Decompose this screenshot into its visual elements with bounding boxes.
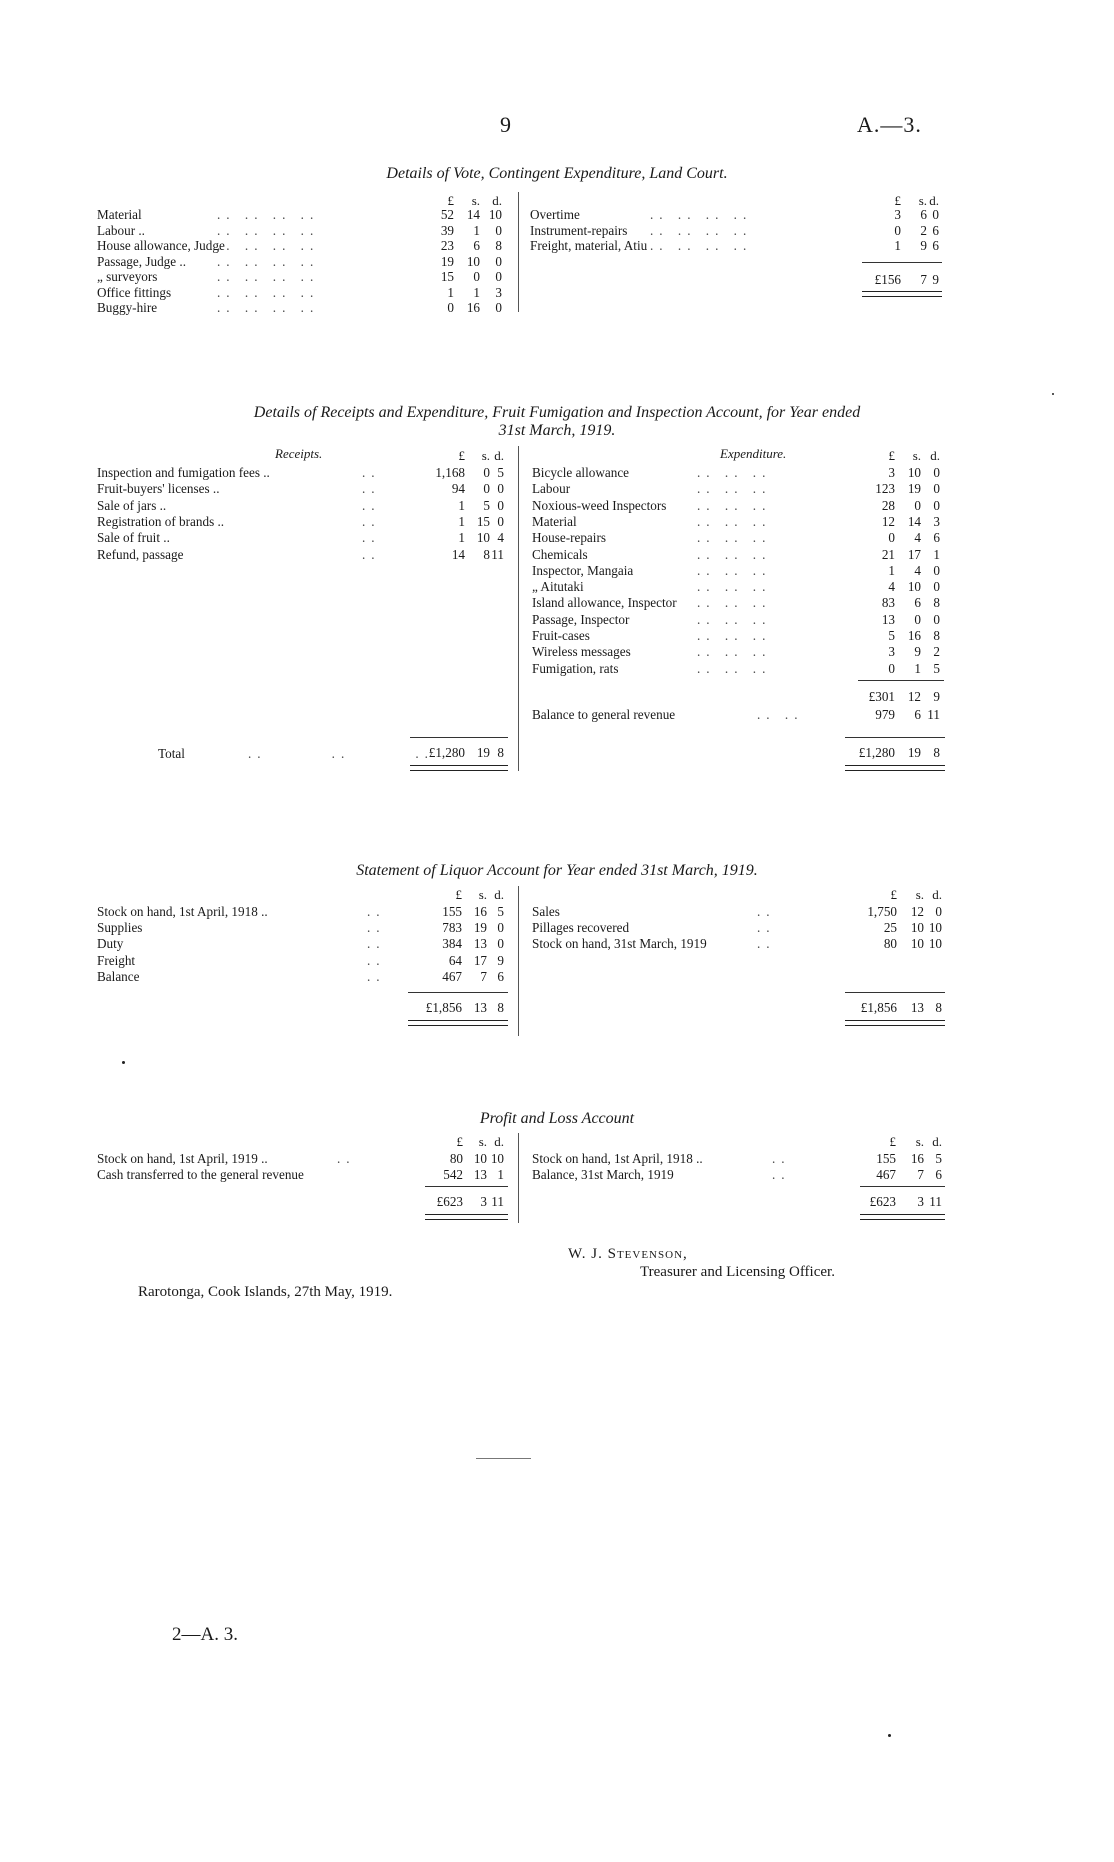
- amount-l: 52: [440, 207, 454, 222]
- amount-l: 3: [888, 644, 895, 660]
- amount-d: 8: [933, 628, 940, 643]
- currency-pound: £: [889, 1134, 896, 1149]
- amount-l: 64: [448, 952, 462, 968]
- amount-l: 4: [888, 579, 895, 595]
- leader-dots: ..: [772, 1167, 791, 1182]
- amount-s: 1: [473, 284, 480, 300]
- amount-d: 8: [495, 238, 502, 253]
- amount-d: 0: [932, 207, 939, 222]
- amount-d: 5: [497, 465, 504, 480]
- amount-s: 0: [483, 481, 490, 497]
- row-label: Freight, material, Atiu: [530, 238, 648, 253]
- amount-s: 19: [907, 481, 921, 497]
- currency-pence: d.: [930, 448, 940, 463]
- row-label: Registration of brands ..: [97, 513, 225, 529]
- amount-l: 28: [881, 497, 895, 513]
- amount-s: 10: [466, 253, 480, 269]
- leader-dots: .. .. ..: [697, 628, 772, 643]
- signature-name: W. J. Stevenson,: [568, 1246, 688, 1262]
- amount-l: £156: [874, 272, 901, 287]
- amount-l: 94: [451, 481, 465, 497]
- leader-dots: .. .. .. ..: [217, 222, 320, 238]
- row-label: Sales: [532, 904, 560, 919]
- total-double-rule: [845, 1020, 945, 1026]
- row-label: Passage, Judge ..: [97, 253, 187, 269]
- amount-d: 9: [933, 689, 940, 704]
- leader-dots: .. .. ..: [697, 481, 772, 497]
- row-label: Wireless messages: [532, 644, 631, 660]
- leader-dots: .. .. .. ..: [650, 222, 753, 238]
- currency-shilling: s.: [912, 448, 921, 463]
- row-label: Material: [97, 207, 142, 222]
- row-label: Island allowance, Inspector: [532, 595, 677, 611]
- amount-s: 12: [910, 904, 924, 919]
- row-label: Chemicals: [532, 546, 588, 562]
- leader-dots: .. .. ..: [697, 611, 772, 627]
- amount-d: 4: [497, 530, 504, 546]
- row-label: Overtime: [530, 207, 580, 222]
- amount-s: 0: [914, 611, 921, 627]
- amount-l: 80: [883, 936, 897, 952]
- amount-l: £623: [869, 1194, 896, 1209]
- leader-dots: .. .. ..: [697, 579, 772, 595]
- amount-d: 0: [497, 481, 504, 497]
- sum-rule: [860, 1186, 945, 1187]
- amount-s: 19: [476, 745, 490, 760]
- row-label: Buggy-hire: [97, 300, 158, 315]
- footer-reference: 2—A. 3.: [172, 1624, 238, 1645]
- column-divider: [518, 886, 519, 1036]
- amount-d: 0: [497, 920, 504, 936]
- row-label: Balance to general revenue: [532, 707, 676, 722]
- amount-l: 3: [894, 207, 901, 222]
- amount-l: 155: [876, 1151, 896, 1166]
- total-double-rule: [860, 1214, 945, 1220]
- amount-s: 4: [914, 562, 921, 578]
- amount-d: 0: [495, 300, 502, 315]
- leader-dots: .. .. ..: [697, 562, 772, 578]
- amount-d: 8: [497, 1000, 504, 1015]
- amount-s: 13: [910, 1000, 924, 1015]
- amount-l: 80: [449, 1151, 463, 1166]
- amount-l: 0: [888, 530, 895, 546]
- amount-d: 0: [935, 904, 942, 919]
- amount-d: 0: [933, 497, 940, 513]
- currency-shilling: s.: [915, 887, 924, 902]
- leader-dots: .. .. ..: [697, 546, 772, 562]
- amount-l: 0: [888, 660, 895, 676]
- amount-l: £623: [436, 1194, 463, 1209]
- row-label: Instrument-repairs: [530, 222, 628, 238]
- row-label: Duty: [97, 936, 124, 952]
- amount-d: 0: [497, 936, 504, 952]
- amount-d: 5: [933, 660, 940, 676]
- amount-d: 2: [933, 644, 940, 660]
- amount-d: 3: [933, 513, 940, 529]
- amount-s: 6: [914, 595, 921, 611]
- amount-d: 8: [933, 595, 940, 611]
- amount-d: 0: [933, 465, 940, 480]
- amount-l: 25: [883, 920, 897, 936]
- row-label: Stock on hand, 31st March, 1919: [532, 936, 707, 952]
- document-reference: A.—3.: [857, 112, 922, 137]
- amount-s: 2: [920, 222, 927, 238]
- amount-l: 1,168: [435, 465, 465, 480]
- leader-dots: .. .. ..: [697, 513, 772, 529]
- amount-d: 9: [932, 272, 939, 287]
- amount-d: 10: [928, 920, 942, 936]
- currency-pound: £: [888, 448, 895, 463]
- amount-l: 783: [442, 920, 462, 936]
- amount-s: 8: [483, 546, 490, 562]
- amount-l: 1: [458, 513, 465, 529]
- amount-d: 0: [495, 269, 502, 284]
- leader-dots: .. .. ..: [697, 644, 772, 660]
- sum-rule: [410, 737, 508, 738]
- leader-dots: ..: [757, 904, 776, 919]
- leader-dots: .. .. .. ..: [217, 207, 320, 222]
- amount-d: 6: [932, 238, 939, 253]
- row-label: „ surveyors: [97, 269, 158, 284]
- fruit-title-line1: Details of Receipts and Expenditure, Fruit Fumigation and Inspection Account, for Year ended: [253, 404, 861, 421]
- leader-dots: .. .. ..: [697, 595, 772, 611]
- currency-pence: d.: [932, 1134, 942, 1149]
- amount-s: 1: [914, 660, 921, 676]
- row-label: Fruit-cases: [532, 628, 590, 643]
- amount-d: 0: [933, 579, 940, 595]
- sum-rule: [408, 992, 508, 993]
- amount-l: 15: [440, 269, 454, 284]
- fruit-title-line2: 31st March, 1919.: [498, 422, 616, 439]
- leader-dots: ..: [772, 1151, 791, 1166]
- amount-d: 3: [495, 284, 502, 300]
- amount-d: 0: [933, 481, 940, 497]
- row-label: „ Aitutaki: [532, 579, 584, 595]
- amount-s: 16: [473, 904, 487, 919]
- row-label: Stock on hand, 1st April, 1918 ..: [97, 904, 268, 919]
- amount-s: 14: [907, 513, 921, 529]
- amount-s: 10: [907, 465, 921, 480]
- amount-d: 8: [497, 745, 504, 760]
- amount-l: 83: [881, 595, 895, 611]
- leader-dots: ..: [367, 952, 386, 968]
- currency-shilling: s.: [478, 1134, 487, 1149]
- leader-dots: ..: [362, 481, 381, 497]
- amount-s: 16: [907, 628, 921, 643]
- currency-shilling: s.: [918, 193, 927, 208]
- sum-rule: [858, 680, 944, 681]
- place-date: Rarotonga, Cook Islands, 27th May, 1919.: [138, 1284, 393, 1300]
- currency-pound: £: [894, 193, 901, 208]
- row-label: Fruit-buyers' licenses ..: [97, 481, 220, 497]
- total-double-rule: [408, 1020, 508, 1026]
- leader-dots: ..: [337, 1151, 356, 1166]
- sum-rule: [862, 262, 942, 263]
- amount-d: 0: [933, 611, 940, 627]
- leader-dots: .. .. .. ..: [650, 207, 753, 222]
- print-speck: [122, 1061, 125, 1064]
- amount-s: 6: [914, 707, 921, 722]
- amount-l: 1: [447, 284, 454, 300]
- print-speck: [1052, 393, 1054, 395]
- amount-s: 10: [910, 936, 924, 952]
- amount-l: 1: [458, 497, 465, 513]
- currency-shilling: s.: [915, 1134, 924, 1149]
- row-label: Passage, Inspector: [532, 611, 630, 627]
- amount-l: £1,856: [860, 1000, 897, 1015]
- amount-d: 6: [497, 968, 504, 984]
- amount-s: 6: [473, 238, 480, 253]
- amount-d: 9: [497, 952, 504, 968]
- amount-s: 0: [914, 497, 921, 513]
- leader-dots: ..: [367, 920, 386, 936]
- row-label: Supplies: [97, 920, 143, 936]
- amount-s: 1: [473, 222, 480, 238]
- end-rule: [476, 1458, 531, 1459]
- row-label: Inspector, Mangaia: [532, 562, 634, 578]
- currency-pence: d.: [492, 193, 502, 208]
- amount-l: 14: [451, 546, 465, 562]
- amount-l: 19: [440, 253, 454, 269]
- amount-d: 1: [497, 1167, 504, 1182]
- row-label: Freight: [97, 952, 136, 968]
- currency-pence: d.: [494, 887, 504, 902]
- amount-s: 3: [480, 1194, 487, 1209]
- leader-dots: .. .. ..: [697, 530, 772, 546]
- amount-s: 12: [907, 689, 921, 704]
- row-label: Stock on hand, 1st April, 1919 ..: [97, 1151, 268, 1166]
- leader-dots: ..: [362, 530, 381, 546]
- print-speck: [888, 1734, 891, 1737]
- currency-shilling: s.: [478, 887, 487, 902]
- column-divider: [518, 446, 519, 771]
- vote-title: Details of Vote, Contingent Expenditure, Land Court.: [386, 165, 728, 182]
- leader-dots: ..: [362, 465, 381, 480]
- leader-dots: .. .. .. ..: [650, 238, 753, 253]
- amount-s: 9: [920, 238, 927, 253]
- amount-d: 0: [497, 513, 504, 529]
- leader-dots: ..: [367, 936, 386, 952]
- amount-d: 11: [491, 1194, 504, 1209]
- sum-rule: [845, 992, 945, 993]
- amount-s: 16: [466, 300, 480, 315]
- amount-s: 13: [473, 936, 487, 952]
- row-label: Inspection and fumigation fees ..: [97, 465, 270, 480]
- leader-dots: ..: [757, 920, 776, 936]
- amount-l: £1,856: [425, 1000, 462, 1015]
- amount-l: 1: [888, 562, 895, 578]
- amount-l: 0: [447, 300, 454, 315]
- amount-s: 4: [914, 530, 921, 546]
- amount-d: 5: [497, 904, 504, 919]
- row-label: Labour ..: [97, 222, 145, 238]
- amount-s: 7: [920, 272, 927, 287]
- liquor-title: Statement of Liquor Account for Year ended 31st March, 1919.: [356, 862, 758, 879]
- currency-shilling: s.: [471, 193, 480, 208]
- amount-s: 17: [473, 952, 487, 968]
- leader-dots: .. .. .. ..: [217, 300, 320, 315]
- amount-l: 542: [443, 1167, 463, 1182]
- amount-s: 9: [914, 644, 921, 660]
- total-double-rule: [862, 291, 942, 297]
- amount-l: 0: [894, 222, 901, 238]
- amount-d: 0: [497, 497, 504, 513]
- row-label: House allowance, Judge: [97, 238, 225, 253]
- leader-dots: .. .. ..: [697, 465, 772, 480]
- amount-d: 10: [490, 1151, 504, 1166]
- amount-l: £301: [868, 689, 895, 704]
- row-label: Balance, 31st March, 1919: [532, 1167, 674, 1182]
- amount-d: 0: [495, 253, 502, 269]
- amount-d: 10: [928, 936, 942, 952]
- amount-d: 5: [935, 1151, 942, 1166]
- amount-l: 13: [881, 611, 895, 627]
- currency-pence: d.: [494, 1134, 504, 1149]
- leader-dots: ..: [362, 546, 381, 562]
- amount-l: 467: [876, 1167, 896, 1182]
- amount-s: 7: [480, 968, 487, 984]
- row-label: Stock on hand, 1st April, 1918 ..: [532, 1151, 703, 1166]
- amount-l: 1: [458, 530, 465, 546]
- amount-d: 8: [933, 745, 940, 760]
- amount-s: 13: [473, 1167, 487, 1182]
- sum-rule: [845, 737, 945, 738]
- amount-d: 8: [935, 1000, 942, 1015]
- currency-pence: d.: [929, 193, 939, 208]
- amount-l: 1: [894, 238, 901, 253]
- amount-s: 0: [473, 269, 480, 284]
- leader-dots: ..: [757, 936, 776, 952]
- row-label: Bicycle allowance: [532, 465, 630, 480]
- amount-d: 10: [488, 207, 502, 222]
- amount-s: 17: [907, 546, 921, 562]
- amount-l: 39: [440, 222, 454, 238]
- currency-pound: £: [890, 887, 897, 902]
- amount-s: 14: [466, 207, 480, 222]
- currency-pound: £: [447, 193, 454, 208]
- amount-l: 21: [881, 546, 895, 562]
- currency-shilling: s.: [481, 448, 490, 463]
- amount-d: 11: [929, 1194, 942, 1209]
- amount-d: 6: [932, 222, 939, 238]
- amount-s: 13: [473, 1000, 487, 1015]
- row-label: Material: [532, 513, 577, 529]
- leader-dots: .. ..: [757, 707, 804, 722]
- amount-l: 12: [881, 513, 895, 529]
- amount-l: 5: [888, 628, 895, 643]
- leader-dots: .. .. .. ..: [217, 238, 320, 253]
- currency-pence: d.: [932, 887, 942, 902]
- amount-l: 1,750: [867, 904, 897, 919]
- leader-dots: .. .. ..: [697, 660, 772, 676]
- amount-s: 19: [907, 745, 921, 760]
- currency-pound: £: [458, 448, 465, 463]
- total-double-rule: [425, 1214, 508, 1220]
- amount-l: 979: [875, 707, 895, 722]
- leader-dots: ..: [362, 497, 381, 513]
- amount-l: £1,280: [428, 745, 465, 760]
- amount-s: 10: [910, 920, 924, 936]
- leader-dots: .. .. .. ..: [217, 269, 320, 284]
- amount-d: 0: [495, 222, 502, 238]
- amount-s: 6: [920, 207, 927, 222]
- amount-s: 5: [483, 497, 490, 513]
- leader-dots: .. .. .. ..: [217, 253, 320, 269]
- row-label: House-repairs: [532, 530, 606, 546]
- amount-s: 0: [483, 465, 490, 480]
- row-label: Pillages recovered: [532, 920, 630, 936]
- amount-s: 7: [917, 1167, 924, 1182]
- page-number: 9: [500, 112, 511, 137]
- row-label: Balance: [97, 968, 140, 984]
- row-label: Sale of jars ..: [97, 497, 167, 513]
- signature-title: Treasurer and Licensing Officer.: [640, 1264, 835, 1280]
- amount-d: 1: [933, 546, 940, 562]
- amount-s: 10: [476, 530, 490, 546]
- sum-rule: [425, 1186, 508, 1187]
- amount-s: 15: [476, 513, 490, 529]
- total-double-rule: [845, 765, 945, 771]
- amount-d: 0: [933, 562, 940, 578]
- leader-dots: .. .. .. ..: [217, 284, 320, 300]
- row-label: Cash transferred to the general revenue: [97, 1167, 304, 1182]
- total-double-rule: [410, 765, 508, 771]
- amount-s: 16: [910, 1151, 924, 1166]
- amount-l: 384: [442, 936, 462, 952]
- leader-dots: ..: [367, 904, 386, 919]
- leader-dots: .. .. ..: [697, 497, 772, 513]
- amount-d: 6: [933, 530, 940, 546]
- row-label: Refund, passage: [97, 546, 184, 562]
- row-label: Office fittings: [97, 284, 172, 300]
- amount-s: 10: [907, 579, 921, 595]
- currency-pound: £: [456, 1134, 463, 1149]
- amount-d: 6: [935, 1167, 942, 1182]
- row-label: Fumigation, rats: [532, 660, 619, 676]
- amount-s: 10: [473, 1151, 487, 1166]
- receipts-caption: Receipts.: [275, 446, 323, 461]
- pl-title: Profit and Loss Account: [479, 1110, 635, 1127]
- row-label: Labour: [532, 481, 571, 497]
- amount-s: 19: [473, 920, 487, 936]
- amount-l: 23: [440, 238, 454, 253]
- amount-l: 3: [888, 465, 895, 480]
- currency-pound: £: [455, 887, 462, 902]
- amount-d: 11: [491, 546, 504, 562]
- amount-d: 11: [927, 707, 940, 722]
- amount-s: 3: [917, 1194, 924, 1209]
- amount-l: £1,280: [858, 745, 895, 760]
- column-divider: [518, 192, 519, 312]
- leader-dots: ..: [362, 513, 381, 529]
- row-label: Sale of fruit ..: [97, 530, 170, 546]
- column-divider: [518, 1133, 519, 1223]
- currency-pence: d.: [494, 448, 504, 463]
- row-label: Noxious-weed Inspectors: [532, 497, 667, 513]
- leader-dots: ..: [367, 968, 386, 984]
- expenditure-caption: Expenditure.: [720, 446, 787, 461]
- amount-l: 155: [442, 904, 462, 919]
- amount-l: 467: [442, 968, 462, 984]
- amount-l: 123: [875, 481, 895, 497]
